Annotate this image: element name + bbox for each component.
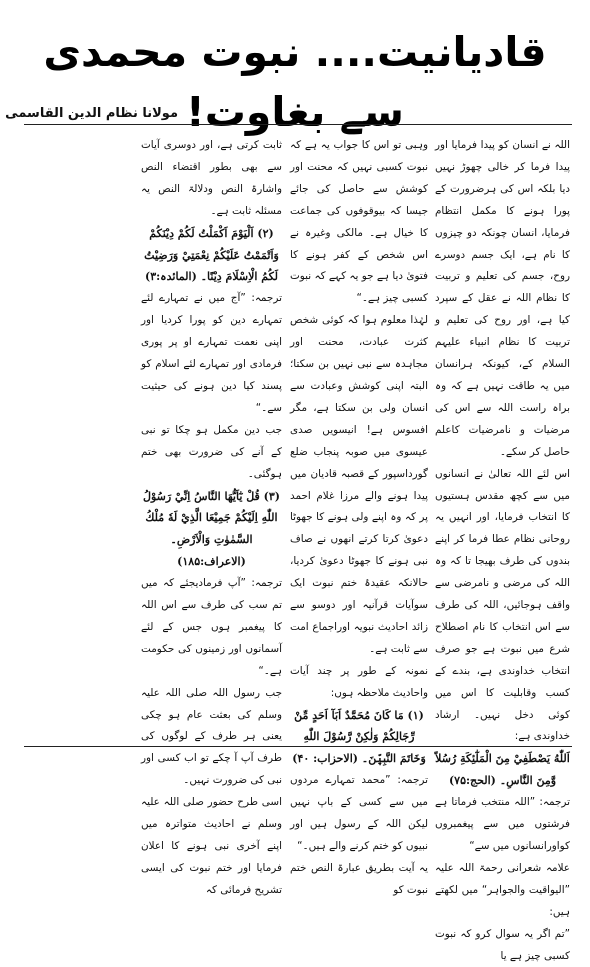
paragraph: وہبی تو اس کا جواب یہ ہے کہ نبوت کسبی نہیں کہ محنت اور کوشش سے حاصل کی جائے جیسا کہ بیوقوفوں کی جماعت کا خیال ہے۔ مالکی وغیرہ نے اس شخص کے کفر ہونے کا فتویٰ دیا ہے جو یہ کہے کہ نبوت کسبی چیز ہے۔“ (290, 139, 428, 305)
paragraph: علامہ شعرانی رحمۃ اللہ علیہ ”الیواقیت والجواہر“ میں لکھتے ہیں: (435, 861, 570, 918)
text-column-2 (290, 135, 428, 896)
paragraph: اس لئے اللہ تعالیٰ نے انسانوں میں سے کچھ مقدس ہستیوں کا انتخاب فرمایا، اور انہیں یہ روحانی نظام عطا فرما کر اپنے بندوں کی طرف بھیجا تا کہ وہ اللہ کی مرضی و نامرضی سے واقف ہوجائیں، اللہ کی طرف سے اس انتخاب کا نام اصطلاح شرع میں نبوت ہے جو صرف انتخاب خداوندی ہے، بندے کے کسب وقابلیت کا اس میں کوئی دخل نہیں۔ ارشاد خداوندی ہے: (435, 467, 570, 743)
paragraph: ترجمہ: ”اللہ منتخب فرماتا ہے فرشتوں میں سے پیغمبروں کواورانسانوں میں سے“ (435, 796, 570, 852)
quran-verse: (۲) اَلْيَوْمَ اَكْمَلْتُ لَكُمْ دِيْنَكُمْ وَاَتْمَمْتُ عَلَيْكُمْ نِعْمَتِيْ وَرَضِيْتُ لَكُمُ الْاِسْلَامَ دِيْنًا۔ (المائدہ:۳) (144, 226, 279, 284)
article-title: قادیانیت.... نبوت محمدی سے بغاوت! (43, 28, 547, 136)
paragraph: ترجمہ: ”محمد تمہارے مردوں میں سے کسی کے باپ نہیں لیکن اللہ کے رسول ہیں اور نبیوں کو ختم کرنے والے ہیں۔“ (290, 774, 428, 852)
quran-verse: (۱) مَا كَانَ مُحَمَّدٌ اَبَآ اَحَدٍ مِّنْ رِّجَالِكُمْ وَلٰكِنْ رَّسُوْلَ اللّٰهِ وَخَاتَمَ النَّبِيّٖنَ۔ (الاحزاب: ۴۰) (292, 708, 426, 766)
header-rule (24, 124, 572, 125)
text-column-1 (435, 135, 570, 962)
paragraph: ترجمہ: ”آپ فرمادیجئے کہ میں تم سب کی طرف سے اس اللہ کا پیغمبر ہوں جس کے لئے آسمانوں اور زمینوں کی حکومت ہے۔“ (141, 577, 282, 677)
quran-verse: (۳) قُلْ يٰٓاَيُّهَا النَّاسُ اِنِّيْ رَسُوْلُ اللّٰهِ اِلَيْكُمْ جَمِيْعَا الَّذِيْ لَهٗ مُلْكُ السَّمٰوٰتِ وَالْاَرْضِ۔ (الاعراف:۱۸۵) (143, 489, 280, 569)
paragraph: جب دین مکمل ہو چکا تو نبی کے آنے کی ضرورت بھی ختم ہوگئی۔ (141, 423, 282, 480)
paragraph: لہٰذا معلوم ہوا کہ کوئی شخص کثرت عبادت، محنت اور مجاہدہ سے نبی نہیں بن سکتا؛ البتہ اپنی کوشش وعبادت سے انسان ولی بن سکتا ہے، مگر افسوس ہے! انیسویں صدی عیسوی میں صوبہ پنجاب ضلع گورداسپور کے قصبہ قادیان میں پیدا ہونے والے مرزا غلام احمد پر کہ وہ اپنے ولی ہونے کا جھوٹا دعویٰ کرتا کرتے انھوں نے صاف نبی ہونے کا جھوٹا دعویٰ کردیا، حالانکہ عقیدۂ ختم نبوت ایک سوآیات قرآنیہ اور دوسو سے زائد احادیث نبویہ اوراجماع امت سے ثابت ہے۔ (290, 314, 428, 655)
paragraph: ترجمہ: ”آج میں نے تمہارے لئے تمہارے دین کو پورا کردیا اور اپنی نعمت تمہارے او پر پوری فرمادی اور تمہارے لئے اسلام کو پسند کیا دین ہونے کی حیثیت سے۔“ (141, 292, 282, 414)
quran-verse: اَللّٰهُ يَصْطَفِيْ مِنَ الْمَلٰٓئِكَةِ رُسُلاً وَّمِنَ النَّاسِ۔ (الحج:۷۵) (435, 752, 570, 788)
paragraph: ثابت کرتی ہے، اور دوسری آیات سے بھی بطور اقتضاء النص واشارۃ النص ودلالۃ النص یہ مسئلہ ثابت ہے۔ (141, 139, 282, 217)
paragraph: ”تم اگر یہ سوال کرو کہ نبوت کسبی چیز ہے یا (435, 927, 570, 962)
paragraph: نمونہ کے طور پر چند آیات واحادیث ملاحظہ ہوں: (290, 664, 428, 699)
paragraph: یہ آیت بطریق عبارۃ النص ختم نبوت کو (290, 861, 428, 896)
paragraph: اللہ نے انسان کو پیدا فرمایا اور پیدا فرما کر خالی چھوڑ نہیں دیا بلکہ اس کی ہرضرورت کے پورا ہونے کا مکمل انتظام فرمایا، انسان چونکہ دو چیزوں کا نام ہے، ایک جسم دوسرے روح، جسم کی تعلیم و تربیت کا نظام اللہ نے عقل کے سپرد کیا ہے، اور روح کی تعلیم و تربیت کا نظام انبیاء علیہم السلام کے، کیونکہ ہرانسان میں یہ طاقت نہیں ہے کہ وہ براہ راست اللہ سے اس کی مرضیات و نامرضیات کاعلم حاصل کر سکے۔ (435, 139, 570, 458)
author-name: مولانا نظام الدین القاسمی (5, 106, 178, 121)
paragraph: اسی طرح حضور صلی اللہ علیہ وسلم نے احادیث متواترہ میں اپنے آخری نبی ہونے کا اعلان فرمایا اور ختم نبوت کی ایسی تشریح فرمائی کہ (141, 796, 282, 896)
text-column-3 (141, 135, 282, 896)
footer-rule (24, 746, 572, 747)
paragraph: جب رسول اللہ صلی اللہ علیہ وسلم کی بعثت عام ہو چکی یعنی ہر طرف کے لوگوں کی طرف آپ آ چکے تو اب کسی اور نبی کی ضرورت نہیں۔ (141, 686, 282, 787)
